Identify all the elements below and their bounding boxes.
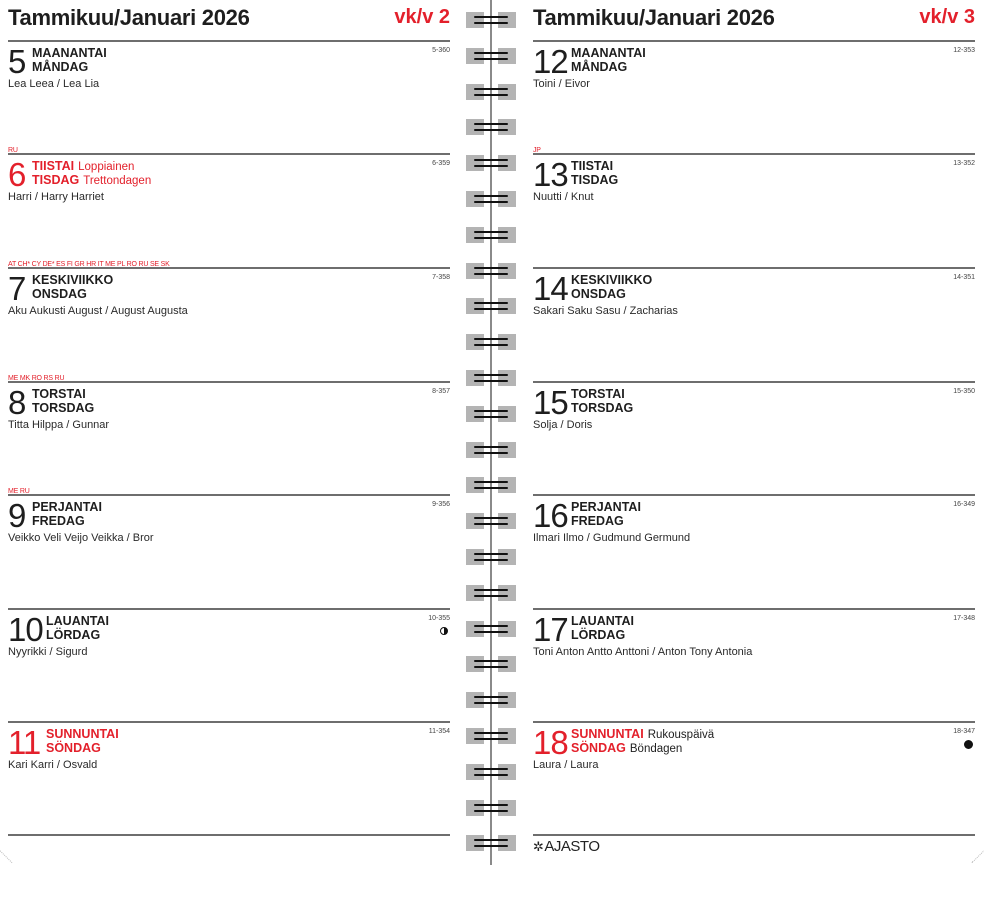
name-days: Laura / Laura <box>533 759 599 771</box>
weekday-names <box>571 615 638 643</box>
weekday-names <box>571 501 645 529</box>
binding-ring <box>466 298 516 314</box>
binding-ring <box>466 155 516 171</box>
binding-ring <box>466 656 516 672</box>
weekday-swedish: TORSDAG <box>571 401 634 415</box>
weekday-names <box>32 274 117 302</box>
day-of-year-code: 13-352 <box>953 160 975 167</box>
binding-ring <box>466 835 516 851</box>
weekday-finnish: LAUANTAI <box>46 614 109 628</box>
day-number: 5 <box>8 43 26 80</box>
weekday-finnish: LAUANTAI <box>571 614 634 628</box>
day-number: 11 <box>8 724 41 761</box>
full-moon-icon <box>964 740 973 749</box>
weekday-names <box>571 728 714 756</box>
weekday-finnish: TIISTAI <box>32 159 75 173</box>
holiday-name-finnish: Rukouspäivä <box>647 729 715 741</box>
day-of-year-code: 9-356 <box>432 501 450 508</box>
page-header <box>8 0 450 40</box>
weekday-finnish: PERJANTAI <box>32 500 102 514</box>
holiday-country-codes: AT CH* CY DE* ES FI GR HR IT ME PL RO RU SE SK <box>8 261 170 268</box>
weekday-swedish: MÅNDAG <box>571 60 628 74</box>
weekday-finnish: MAANANTAI <box>571 46 646 60</box>
day-row[interactable] <box>8 375 450 496</box>
weekday-names <box>46 615 113 643</box>
name-days: Kari Karri / Osvald <box>8 759 98 771</box>
day-of-year-code: 8-357 <box>432 388 450 395</box>
left-page-week-2 <box>8 0 450 865</box>
day-number: 13 <box>533 156 568 193</box>
day-row[interactable] <box>533 383 975 496</box>
day-of-year-code: 10-355 <box>428 615 450 622</box>
binding-ring <box>466 477 516 493</box>
weekday-finnish: SUNNUNTAI <box>46 727 119 741</box>
holiday-country-codes: ME RU <box>8 488 30 495</box>
weekday-swedish: TISDAG <box>32 173 80 187</box>
binding-ring <box>466 621 516 637</box>
name-days: Nuutti / Knut <box>533 191 594 203</box>
day-row[interactable] <box>533 42 975 155</box>
day-row[interactable] <box>533 496 975 609</box>
day-of-year-code: 16-349 <box>953 501 975 508</box>
day-row[interactable] <box>8 261 450 382</box>
name-days: Titta Hilppa / Gunnar <box>8 419 110 431</box>
day-row[interactable] <box>533 610 975 723</box>
day-of-year-code: 15-350 <box>953 388 975 395</box>
weekday-finnish: KESKIVIIKKO <box>32 273 114 287</box>
binding-ring <box>466 84 516 100</box>
binding-ring <box>466 442 516 458</box>
holiday-name-finnish: Loppiainen <box>78 161 135 173</box>
page-header <box>533 0 975 40</box>
week-number: vk/v 2 <box>394 6 450 28</box>
day-of-year-code: 7-358 <box>432 274 450 281</box>
weekday-swedish: TISDAG <box>571 173 619 187</box>
name-days: Nyyrikki / Sigurd <box>8 646 88 658</box>
weekday-finnish: TORSTAI <box>32 387 86 401</box>
weekday-finnish: SUNNUNTAI <box>571 727 644 741</box>
weekday-swedish: TORSDAG <box>32 401 95 415</box>
day-row[interactable] <box>8 610 450 723</box>
holiday-country-codes: RU <box>8 147 18 154</box>
weekday-names <box>571 47 650 75</box>
weekday-names <box>571 274 656 302</box>
weekday-swedish: LÖRDAG <box>46 628 101 642</box>
binding-ring <box>466 692 516 708</box>
weekday-finnish: PERJANTAI <box>571 500 641 514</box>
week-number: vk/v 3 <box>919 6 975 28</box>
day-of-year-code: 17-348 <box>953 615 975 622</box>
name-days: Aku Aukusti August / August Augusta <box>8 305 188 317</box>
month-title: Tammikuu/Januari 2026 <box>8 5 250 30</box>
weekday-finnish: KESKIVIIKKO <box>571 273 653 287</box>
weekday-names <box>571 160 622 188</box>
weekday-finnish: TIISTAI <box>571 159 614 173</box>
day-row[interactable] <box>8 488 450 609</box>
binding-ring <box>466 549 516 565</box>
holiday-country-codes: JP <box>533 147 541 154</box>
day-number: 6 <box>8 156 26 193</box>
day-row[interactable] <box>533 723 975 836</box>
day-number: 8 <box>8 384 26 421</box>
weekday-names <box>32 160 151 188</box>
name-days: Toini / Eivor <box>533 78 590 90</box>
binding-ring <box>466 728 516 744</box>
day-of-year-code: 18-347 <box>953 728 975 735</box>
weekday-names <box>32 47 111 75</box>
day-number: 15 <box>533 384 568 421</box>
day-of-year-code: 14-351 <box>953 274 975 281</box>
binding-ring <box>466 334 516 350</box>
weekday-names <box>32 388 98 416</box>
day-number: 16 <box>533 497 568 534</box>
brand-logo <box>533 838 599 855</box>
binding-ring <box>466 406 516 422</box>
weekday-swedish: FREDAG <box>571 514 624 528</box>
day-row[interactable] <box>8 147 450 268</box>
weekday-names <box>46 728 123 756</box>
day-row[interactable] <box>533 269 975 382</box>
weekday-names <box>571 388 637 416</box>
name-days: Harri / Harry Harriet <box>8 191 104 203</box>
day-row[interactable] <box>8 42 450 155</box>
weekday-swedish: SÖNDAG <box>46 741 101 755</box>
day-of-year-code: 6-359 <box>432 160 450 167</box>
day-number: 18 <box>533 724 568 761</box>
weekday-swedish: ONSDAG <box>571 287 626 301</box>
brand-name: AJASTO <box>544 838 600 855</box>
holiday-name-swedish: Böndagen <box>629 743 683 755</box>
binding-ring <box>466 764 516 780</box>
holiday-name-swedish: Trettondagen <box>83 175 152 187</box>
weekday-swedish: FREDAG <box>32 514 85 528</box>
day-number: 12 <box>533 43 568 80</box>
day-number: 7 <box>8 270 26 307</box>
binding-ring <box>466 191 516 207</box>
day-number: 10 <box>8 611 43 648</box>
binding-ring <box>466 370 516 386</box>
binding-ring <box>466 263 516 279</box>
day-number: 17 <box>533 611 568 648</box>
weekday-finnish: MAANANTAI <box>32 46 107 60</box>
weekday-names <box>32 501 106 529</box>
weekday-finnish: TORSTAI <box>571 387 625 401</box>
name-days: Veikko Veli Veijo Veikka / Bror <box>8 532 154 544</box>
binding-ring <box>466 800 516 816</box>
name-days: Solja / Doris <box>533 419 593 431</box>
first-quarter-moon-icon <box>440 627 448 635</box>
binding-ring <box>466 513 516 529</box>
name-days: Ilmari Ilmo / Gudmund Germund <box>533 532 691 544</box>
name-days: Toni Anton Antto Anttoni / Anton Tony Antonia <box>533 646 753 658</box>
page-bottom-rule <box>8 834 450 836</box>
right-page-week-3 <box>533 0 975 865</box>
sun-icon: ✲ <box>533 839 544 854</box>
binding-ring <box>466 48 516 64</box>
page-bottom-rule <box>533 834 975 836</box>
binding-ring <box>466 227 516 243</box>
weekday-swedish: LÖRDAG <box>571 628 626 642</box>
day-of-year-code: 12-353 <box>953 47 975 54</box>
month-title: Tammikuu/Januari 2026 <box>533 5 775 30</box>
day-row[interactable] <box>8 723 450 836</box>
day-number: 9 <box>8 497 26 534</box>
binding-ring <box>466 12 516 28</box>
day-of-year-code: 11-354 <box>428 728 450 735</box>
day-of-year-code: 5-360 <box>432 47 450 54</box>
weekday-swedish: ONSDAG <box>32 287 87 301</box>
weekday-swedish: SÖNDAG <box>571 741 626 755</box>
name-days: Lea Leea / Lea Lia <box>8 78 100 90</box>
day-row[interactable] <box>533 147 975 268</box>
binding-ring <box>466 119 516 135</box>
holiday-country-codes: ME MK RO RS RU <box>8 375 65 382</box>
binding-ring <box>466 585 516 601</box>
weekday-swedish: MÅNDAG <box>32 60 89 74</box>
day-number: 14 <box>533 270 568 307</box>
name-days: Sakari Saku Sasu / Zacharias <box>533 305 678 317</box>
